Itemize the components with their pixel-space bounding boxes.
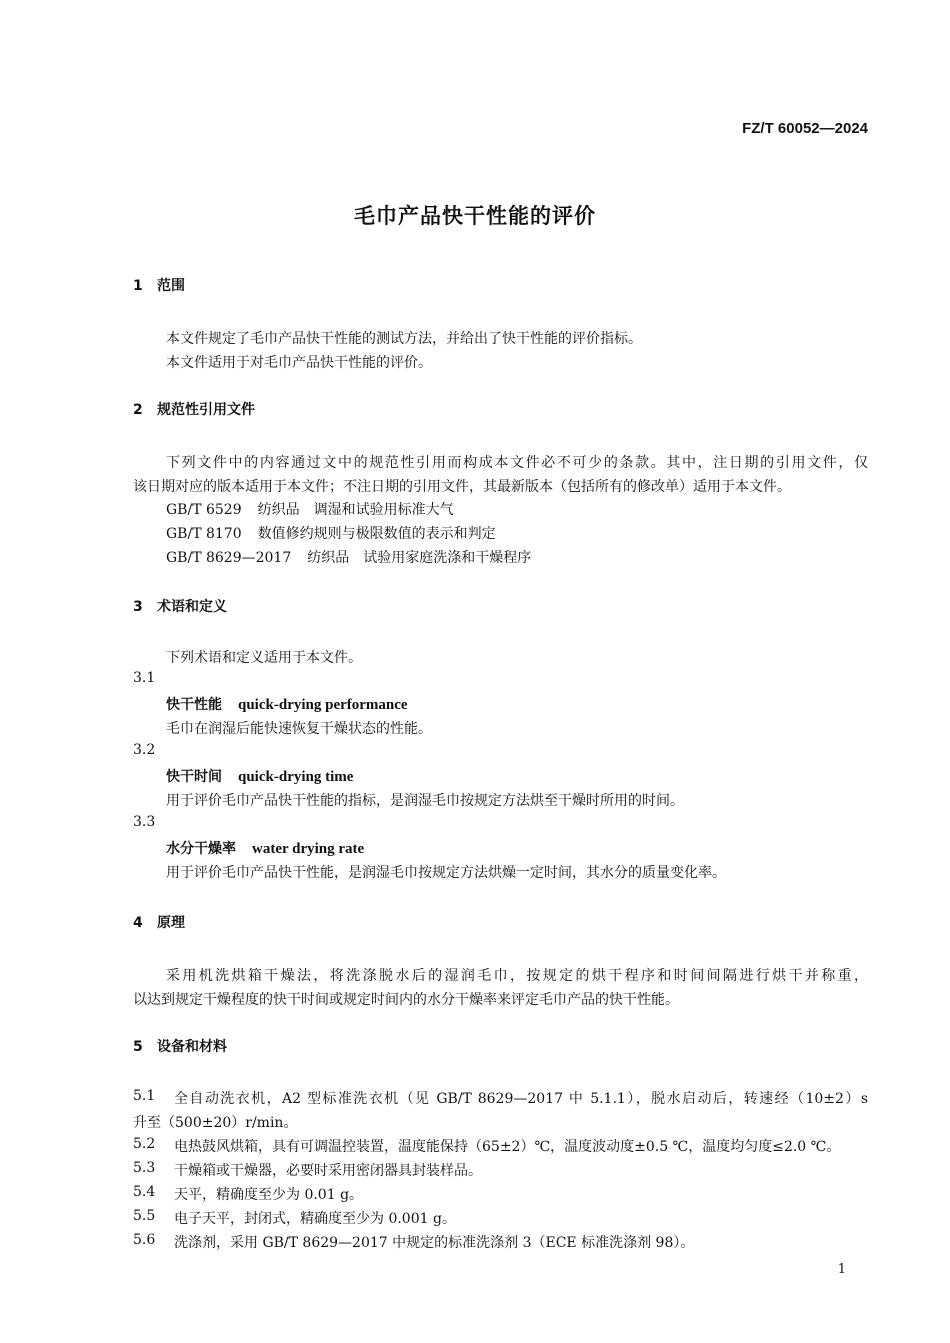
item-text: 全自动洗衣机，A2 型标准洗衣机（见 GB/T 8629—2017 中 5.1.1），脱水启动后，转速经（10±2）s xyxy=(174,1091,868,1107)
term-zh: 快干时间 xyxy=(166,769,222,785)
reference-title: 纺织品 试验用家庭洗涤和干燥程序 xyxy=(307,550,532,566)
section-title: 设备和材料 xyxy=(157,1039,227,1055)
section-number: 1 xyxy=(133,278,143,294)
term-heading xyxy=(166,766,353,786)
item-text: 电热鼓风烘箱，具有可调温控装置，温度能保持（65±2）℃，温度波动度±0.5 ℃，温度均匀度≤2.0 ℃。 xyxy=(174,1139,841,1155)
document-code: FZ/T 60052—2024 xyxy=(742,120,868,137)
section-1-heading xyxy=(133,275,185,295)
section-2-paragraph-line-2: 该日期对应的版本适用于本文件；不注日期的引用文件，其最新版本（包括所有的修改单）适用于本文件。 xyxy=(133,479,791,495)
term-en: quick-drying performance xyxy=(238,697,408,713)
term-en: water drying rate xyxy=(252,841,365,857)
item-number: 5.4 xyxy=(133,1184,156,1200)
term-number: 3.3 xyxy=(133,814,156,830)
section-title: 原理 xyxy=(157,915,185,931)
term-zh: 快干性能 xyxy=(166,697,222,713)
reference-code: GB/T 8629—2017 xyxy=(166,550,292,566)
section-5-heading xyxy=(133,1036,227,1056)
section-2-paragraph-line-1: 下列文件中的内容通过文中的规范性引用而构成本文件必不可少的条款。其中，注日期的引用文件，仅 xyxy=(166,455,868,471)
section-1-paragraph-1: 本文件规定了毛巾产品快干性能的测试方法，并给出了快干性能的评价指标。 xyxy=(166,331,642,347)
reference-code: GB/T 6529 xyxy=(166,502,242,518)
section-3-intro: 下列术语和定义适用于本文件。 xyxy=(166,650,362,666)
item-number: 5.6 xyxy=(133,1232,156,1248)
item-number: 5.3 xyxy=(133,1160,156,1176)
section-title: 范围 xyxy=(157,278,185,294)
item-text: 天平，精确度至少为 0.01 g。 xyxy=(174,1187,364,1203)
term-heading xyxy=(166,838,364,858)
page-number: 1 xyxy=(837,1262,846,1277)
normative-reference xyxy=(166,547,531,567)
reference-title: 纺织品 调湿和试验用标准大气 xyxy=(257,502,454,518)
section-title: 规范性引用文件 xyxy=(157,402,255,418)
term-en: quick-drying time xyxy=(238,769,354,785)
term-definition: 用于评价毛巾产品快干性能，是润湿毛巾按规定方法烘燥一定时间，其水分的质量变化率。 xyxy=(166,865,726,881)
term-heading xyxy=(166,694,408,714)
item-number: 5.5 xyxy=(133,1208,156,1224)
term-definition: 用于评价毛巾产品快干性能的指标，是润湿毛巾按规定方法烘至干燥时所用的时间。 xyxy=(166,793,684,809)
item-text: 洗涤剂，采用 GB/T 8629—2017 中规定的标准洗涤剂 3（ECE 标准洗涤剂 98）。 xyxy=(174,1235,695,1251)
reference-code: GB/T 8170 xyxy=(166,526,242,542)
term-number: 3.2 xyxy=(133,742,156,758)
section-number: 2 xyxy=(133,402,143,418)
section-2-heading xyxy=(133,399,255,419)
document-title: 毛巾产品快干性能的评价 xyxy=(354,204,596,228)
normative-reference xyxy=(166,499,454,519)
section-3-heading xyxy=(133,596,227,616)
section-number: 4 xyxy=(133,915,143,931)
term-definition: 毛巾在润湿后能快速恢复干燥状态的性能。 xyxy=(166,721,432,737)
section-1-paragraph-2: 本文件适用于对毛巾产品快干性能的评价。 xyxy=(166,355,432,371)
section-number: 3 xyxy=(133,599,143,615)
item-number: 5.2 xyxy=(133,1136,156,1152)
section-4-paragraph-line-2: 以达到规定干燥程度的快干时间或规定时间内的水分干燥率来评定毛巾产品的快干性能。 xyxy=(133,992,679,1008)
term-number: 3.1 xyxy=(133,670,156,686)
item-text: 干燥箱或干燥器，必要时采用密闭器具封装样品。 xyxy=(174,1163,482,1179)
item-text-continuation: 升至（500±20）r/min。 xyxy=(133,1115,298,1131)
section-4-heading xyxy=(133,912,185,932)
section-4-paragraph-line-1: 采用机洗烘箱干燥法，将洗涤脱水后的湿润毛巾，按规定的烘干程序和时间间隔进行烘干并称重， xyxy=(166,968,868,984)
reference-title: 数值修约规则与极限数值的表示和判定 xyxy=(257,526,496,542)
item-number: 5.1 xyxy=(133,1088,156,1104)
section-number: 5 xyxy=(133,1039,143,1055)
term-zh: 水分干燥率 xyxy=(166,841,236,857)
normative-reference xyxy=(166,523,496,543)
item-text: 电子天平，封闭式，精确度至少为 0.001 g。 xyxy=(174,1211,456,1227)
section-title: 术语和定义 xyxy=(157,599,227,615)
